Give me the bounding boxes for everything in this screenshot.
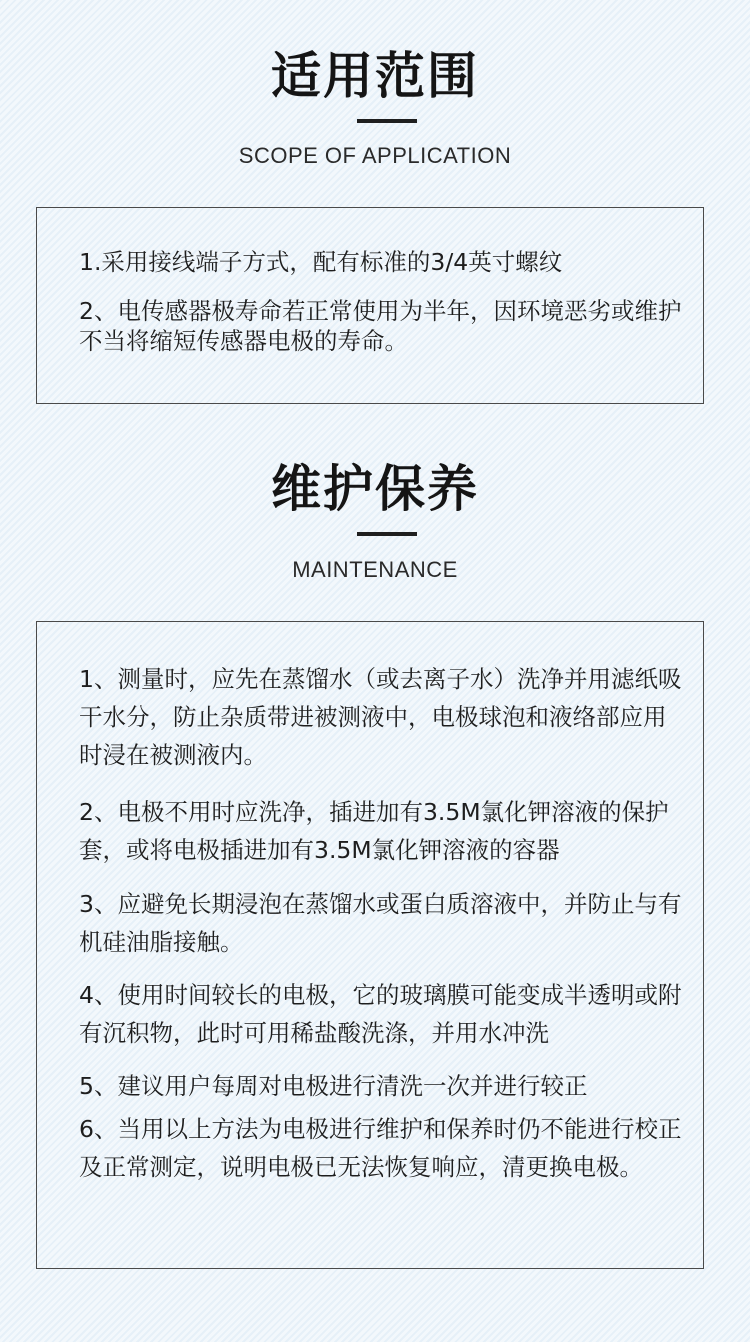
maintenance-item: 6、当用以上方法为电极进行维护和保养时仍不能进行校正及正常测定，说明电极已无法恢复响应，清更换电极。	[79, 1115, 682, 1181]
maintenance-subtitle: MAINTENANCE	[292, 557, 458, 582]
scope-item: 2、电传感器极寿命若正常使用为半年，因环境恶劣或维护不当将缩短传感器电极的寿命。	[79, 297, 682, 355]
maintenance-title-divider	[357, 532, 417, 536]
scope-title: 适用范围	[271, 47, 479, 105]
maintenance-title: 维护保养	[271, 460, 479, 518]
maintenance-item: 2、电极不用时应洗净，插进加有3.5M氯化钾溶液的保护套，或将电极插进加有3.5M氯化钾溶液的容器	[79, 798, 669, 864]
maintenance-item: 1、测量时，应先在蒸馏水（或去离子水）洗净并用滤纸吸干水分，防止杂质带进被测液中，电极球泡和液络部应用时浸在被测液内。	[79, 665, 682, 769]
maintenance-item: 3、应避免长期浸泡在蒸馏水或蛋白质溶液中，并防止与有机硅油脂接触。	[79, 890, 682, 956]
scope-title-divider	[357, 119, 417, 123]
maintenance-item: 5、建议用户每周对电极进行清洗一次并进行较正	[79, 1072, 588, 1100]
scope-item: 1.采用接线端子方式，配有标准的3/4英寸螺纹	[79, 248, 563, 276]
maintenance-item: 4、使用时间较长的电极，它的玻璃膜可能变成半透明或附有沉积物，此时可用稀盐酸洗涤，并用水冲洗	[79, 981, 682, 1047]
scope-subtitle: SCOPE OF APPLICATION	[238, 143, 512, 168]
